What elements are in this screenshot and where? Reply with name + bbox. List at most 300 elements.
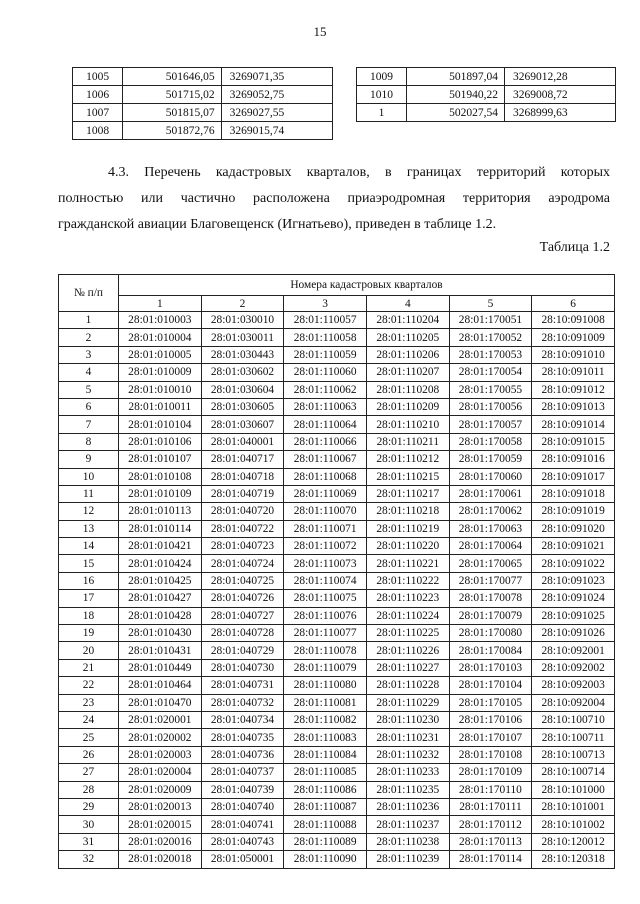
cadastral-number-cell: 28:01:110070 — [284, 503, 367, 520]
table-caption: Таблица 1.2 — [539, 240, 610, 255]
cadastral-number-cell: 28:01:110079 — [284, 659, 367, 676]
cadastral-number-cell: 28:01:010107 — [119, 451, 202, 468]
row-number-cell: 10 — [59, 468, 119, 485]
cadastral-number-cell: 28:01:170065 — [449, 555, 532, 572]
cadastral-number-cell: 28:01:110236 — [366, 798, 449, 815]
cadastral-number-cell: 28:01:110220 — [366, 538, 449, 555]
coordinates-cell: 502027,54 — [406, 104, 504, 122]
cadastral-number-cell: 28:01:110227 — [366, 659, 449, 676]
cadastral-number-cell: 28:01:110235 — [366, 781, 449, 798]
cadastral-number-cell: 28:01:020001 — [119, 711, 202, 728]
cadastral-number-cell: 28:01:110066 — [284, 433, 367, 450]
cadastral-number-cell: 28:01:110205 — [366, 329, 449, 346]
cadastral-number-cell: 28:01:110238 — [366, 833, 449, 850]
cadastral-number-cell: 28:01:170112 — [449, 816, 532, 833]
section-paragraph — [58, 160, 610, 238]
cadastral-number-cell: 28:01:020015 — [119, 816, 202, 833]
cadastral-number-cell: 28:01:170079 — [449, 607, 532, 624]
cadastral-number-cell: 28:10:091023 — [532, 572, 615, 589]
coordinates-row — [357, 68, 616, 86]
row-number-cell: 22 — [59, 677, 119, 694]
cadastral-number-cell: 28:01:040743 — [201, 833, 284, 850]
cadastral-number-cell: 28:01:040722 — [201, 520, 284, 537]
cadastral-number-cell: 28:10:120012 — [532, 833, 615, 850]
cadastral-number-cell: 28:01:040739 — [201, 781, 284, 798]
cadastral-number-cell: 28:01:170057 — [449, 416, 532, 433]
cadastral-number-cell: 28:01:010109 — [119, 485, 202, 502]
cadastral-number-cell: 28:01:110221 — [366, 555, 449, 572]
row-number-cell: 6 — [59, 398, 119, 415]
cadastral-number-cell: 28:10:092004 — [532, 694, 615, 711]
cadastral-number-cell: 28:01:170051 — [449, 312, 532, 329]
cadastral-number-cell: 28:01:040717 — [201, 451, 284, 468]
cadastral-number-cell: 28:01:110224 — [366, 607, 449, 624]
cadastral-number-cell: 28:01:110225 — [366, 625, 449, 642]
cadastral-number-cell: 28:01:010005 — [119, 346, 202, 363]
table-row — [59, 555, 615, 572]
coordinates-cell: 3269008,72 — [505, 86, 616, 104]
cadastral-number-cell: 28:10:100711 — [532, 729, 615, 746]
cadastral-number-cell: 28:01:010003 — [119, 312, 202, 329]
cadastral-number-cell: 28:01:110059 — [284, 346, 367, 363]
cadastral-number-cell: 28:01:110222 — [366, 572, 449, 589]
cadastral-number-cell: 28:01:110060 — [284, 364, 367, 381]
cadastral-number-cell: 28:01:010449 — [119, 659, 202, 676]
cadastral-number-cell: 28:01:040001 — [201, 433, 284, 450]
cadastral-number-cell: 28:10:092003 — [532, 677, 615, 694]
cadastral-number-cell: 28:10:101000 — [532, 781, 615, 798]
cadastral-number-cell: 28:01:040726 — [201, 590, 284, 607]
coordinates-cell: 3269015,74 — [221, 122, 332, 140]
cadastral-number-cell: 28:10:091022 — [532, 555, 615, 572]
coordinates-cell: 501872,76 — [123, 122, 221, 140]
cadastral-number-cell: 28:10:120318 — [532, 851, 615, 868]
row-number-cell: 24 — [59, 711, 119, 728]
row-number-cell: 16 — [59, 572, 119, 589]
cadastral-number-cell: 28:01:040735 — [201, 729, 284, 746]
cadastral-number-cell: 28:01:110239 — [366, 851, 449, 868]
cadastral-number-cell: 28:10:091009 — [532, 329, 615, 346]
row-number-cell: 9 — [59, 451, 119, 468]
cadastral-number-cell: 28:01:110076 — [284, 607, 367, 624]
row-number-cell: 17 — [59, 590, 119, 607]
cadastral-number-cell: 28:10:092002 — [532, 659, 615, 676]
row-number-cell: 27 — [59, 764, 119, 781]
cadastral-number-cell: 28:01:110083 — [284, 729, 367, 746]
cadastral-number-cell: 28:01:170109 — [449, 764, 532, 781]
table-row — [59, 694, 615, 711]
cadastral-number-cell: 28:01:110230 — [366, 711, 449, 728]
table-row — [59, 764, 615, 781]
row-number-cell: 2 — [59, 329, 119, 346]
cadastral-number-cell: 28:01:110086 — [284, 781, 367, 798]
coordinates-cell: 3268999,63 — [505, 104, 616, 122]
cadastral-number-cell: 28:01:030607 — [201, 416, 284, 433]
cadastral-number-cell: 28:10:100710 — [532, 711, 615, 728]
cadastral-number-cell: 28:01:010009 — [119, 364, 202, 381]
cadastral-number-cell: 28:01:110075 — [284, 590, 367, 607]
table-row — [59, 503, 615, 520]
coordinates-row — [357, 86, 616, 104]
cadastral-number-cell: 28:01:010114 — [119, 520, 202, 537]
cadastral-number-cell: 28:01:010424 — [119, 555, 202, 572]
cadastral-number-cell: 28:10:091019 — [532, 503, 615, 520]
cadastral-number-cell: 28:01:170078 — [449, 590, 532, 607]
cadastral-number-cell: 28:01:110085 — [284, 764, 367, 781]
cadastral-number-cell: 28:01:010004 — [119, 329, 202, 346]
table-row — [59, 398, 615, 415]
cadastral-number-cell: 28:01:110206 — [366, 346, 449, 363]
cadastral-number-cell: 28:01:110082 — [284, 711, 367, 728]
coordinates-cell: 1006 — [73, 86, 123, 104]
coordinates-row — [73, 68, 333, 86]
cadastral-number-cell: 28:01:040741 — [201, 816, 284, 833]
cadastral-number-cell: 28:01:110062 — [284, 381, 367, 398]
coordinates-row — [357, 104, 616, 122]
cadastral-number-cell: 28:01:110087 — [284, 798, 367, 815]
cadastral-number-cell: 28:01:040724 — [201, 555, 284, 572]
cadastral-number-cell: 28:01:040723 — [201, 538, 284, 555]
cadastral-number-cell: 28:01:170077 — [449, 572, 532, 589]
row-number-cell: 11 — [59, 485, 119, 502]
cadastral-number-cell: 28:01:110228 — [366, 677, 449, 694]
cadastral-number-cell: 28:01:110218 — [366, 503, 449, 520]
table-row — [59, 659, 615, 676]
column-number-header: 1 — [119, 296, 202, 312]
table-row — [59, 572, 615, 589]
cadastral-number-cell: 28:01:110219 — [366, 520, 449, 537]
cadastral-number-cell: 28:01:170055 — [449, 381, 532, 398]
cadastral-number-cell: 28:01:020018 — [119, 851, 202, 868]
table-row — [59, 677, 615, 694]
coordinates-row — [73, 104, 333, 122]
cadastral-number-cell: 28:01:110204 — [366, 312, 449, 329]
table-row — [59, 520, 615, 537]
cadastral-number-cell: 28:01:110232 — [366, 746, 449, 763]
table-row — [59, 329, 615, 346]
cadastral-number-cell: 28:01:010104 — [119, 416, 202, 433]
table-row — [59, 364, 615, 381]
cadastral-number-cell: 28:01:170052 — [449, 329, 532, 346]
row-number-cell: 26 — [59, 746, 119, 763]
cadastral-number-cell: 28:01:110067 — [284, 451, 367, 468]
cadastral-number-cell: 28:01:110233 — [366, 764, 449, 781]
column-number-header: 2 — [201, 296, 284, 312]
cadastral-number-cell: 28:01:010108 — [119, 468, 202, 485]
cadastral-number-cell: 28:01:030010 — [201, 312, 284, 329]
cadastral-number-cell: 28:10:091017 — [532, 468, 615, 485]
cadastral-number-cell: 28:01:170053 — [449, 346, 532, 363]
table-row — [59, 851, 615, 868]
cadastral-number-cell: 28:01:110064 — [284, 416, 367, 433]
coordinates-cell: 1009 — [357, 68, 407, 86]
table-row — [59, 746, 615, 763]
num-column-header: № п/п — [59, 275, 119, 312]
cadastral-number-cell: 28:01:110080 — [284, 677, 367, 694]
cadastral-number-cell: 28:01:170108 — [449, 746, 532, 763]
cadastral-number-cell: 28:01:020013 — [119, 798, 202, 815]
paragraph-line: 4.3. Перечень кадастровых кварталов, в границах территорий которых — [108, 165, 610, 180]
cadastral-number-cell: 28:01:110081 — [284, 694, 367, 711]
cadastral-number-cell: 28:10:091008 — [532, 312, 615, 329]
table-row — [59, 433, 615, 450]
cadastral-number-cell: 28:01:170107 — [449, 729, 532, 746]
cadastral-number-cell: 28:01:170060 — [449, 468, 532, 485]
cadastral-number-cell: 28:01:110068 — [284, 468, 367, 485]
cadastral-number-cell: 28:01:110212 — [366, 451, 449, 468]
column-number-header: 6 — [532, 296, 615, 312]
cadastral-number-cell: 28:01:110231 — [366, 729, 449, 746]
row-number-cell: 20 — [59, 642, 119, 659]
paragraph-line: полностью или частично расположена приаэродромная территория аэродрома — [58, 191, 610, 206]
cadastral-number-cell: 28:01:010011 — [119, 398, 202, 415]
cadastral-number-cell: 28:01:170104 — [449, 677, 532, 694]
cadastral-number-cell: 28:10:091026 — [532, 625, 615, 642]
column-number-header: 3 — [284, 296, 367, 312]
cadastral-number-cell: 28:01:170064 — [449, 538, 532, 555]
cadastral-number-cell: 28:10:091020 — [532, 520, 615, 537]
coordinates-cell: 3269027,55 — [221, 104, 332, 122]
cadastral-number-cell: 28:01:020009 — [119, 781, 202, 798]
row-number-cell: 25 — [59, 729, 119, 746]
coordinates-cell: 1 — [357, 104, 407, 122]
cadastral-number-cell: 28:01:010464 — [119, 677, 202, 694]
cadastral-number-cell: 28:01:110210 — [366, 416, 449, 433]
row-number-cell: 28 — [59, 781, 119, 798]
row-number-cell: 23 — [59, 694, 119, 711]
cadastral-number-cell: 28:10:091010 — [532, 346, 615, 363]
cadastral-number-cell: 28:10:091011 — [532, 364, 615, 381]
cadastral-number-cell: 28:01:040734 — [201, 711, 284, 728]
coordinates-table-right — [356, 67, 616, 122]
coordinates-cell: 501646,05 — [123, 68, 221, 86]
cadastral-number-cell: 28:01:040730 — [201, 659, 284, 676]
table-row — [59, 642, 615, 659]
table-row — [59, 416, 615, 433]
cadastral-number-cell: 28:01:020016 — [119, 833, 202, 850]
table-row — [59, 607, 615, 624]
cadastral-number-cell: 28:10:101001 — [532, 798, 615, 815]
cadastral-number-cell: 28:01:110217 — [366, 485, 449, 502]
cadastral-number-cell: 28:01:040729 — [201, 642, 284, 659]
cadastral-number-cell: 28:01:170110 — [449, 781, 532, 798]
table-row — [59, 468, 615, 485]
cadastral-number-cell: 28:10:091018 — [532, 485, 615, 502]
table-row — [59, 590, 615, 607]
row-number-cell: 1 — [59, 312, 119, 329]
cadastral-number-cell: 28:01:110074 — [284, 572, 367, 589]
coordinates-table-left — [72, 67, 333, 140]
row-number-cell: 13 — [59, 520, 119, 537]
cadastral-number-cell: 28:10:101002 — [532, 816, 615, 833]
cadastral-number-cell: 28:01:050001 — [201, 851, 284, 868]
cadastral-number-cell: 28:01:110226 — [366, 642, 449, 659]
cadastral-number-cell: 28:10:100714 — [532, 764, 615, 781]
cadastral-number-cell: 28:01:110223 — [366, 590, 449, 607]
cadastral-number-cell: 28:10:091021 — [532, 538, 615, 555]
cadastral-number-cell: 28:10:100713 — [532, 746, 615, 763]
cadastral-number-cell: 28:10:091025 — [532, 607, 615, 624]
cadastral-number-cell: 28:01:110063 — [284, 398, 367, 415]
group-column-header: Номера кадастровых кварталов — [119, 275, 615, 296]
cadastral-number-cell: 28:01:040736 — [201, 746, 284, 763]
cadastral-number-cell: 28:01:170062 — [449, 503, 532, 520]
row-number-cell: 7 — [59, 416, 119, 433]
cadastral-number-cell: 28:01:170103 — [449, 659, 532, 676]
cadastral-number-cell: 28:10:091016 — [532, 451, 615, 468]
coordinates-cell: 1007 — [73, 104, 123, 122]
cadastral-number-cell: 28:01:110215 — [366, 468, 449, 485]
cadastral-number-cell: 28:01:170080 — [449, 625, 532, 642]
cadastral-number-cell: 28:01:010431 — [119, 642, 202, 659]
coordinates-cell: 3269071,35 — [221, 68, 332, 86]
cadastral-number-cell: 28:01:020003 — [119, 746, 202, 763]
coordinates-cell: 501940,22 — [406, 86, 504, 104]
table-row — [59, 781, 615, 798]
row-number-cell: 12 — [59, 503, 119, 520]
column-number-header: 4 — [366, 296, 449, 312]
cadastral-number-cell: 28:01:020004 — [119, 764, 202, 781]
cadastral-number-cell: 28:01:110071 — [284, 520, 367, 537]
table-row — [59, 711, 615, 728]
cadastral-number-cell: 28:01:040718 — [201, 468, 284, 485]
cadastral-number-cell: 28:01:170113 — [449, 833, 532, 850]
cadastral-number-cell: 28:01:110088 — [284, 816, 367, 833]
cadastral-number-cell: 28:01:110069 — [284, 485, 367, 502]
cadastral-number-cell: 28:01:010421 — [119, 538, 202, 555]
cadastral-number-cell: 28:01:110084 — [284, 746, 367, 763]
cadastral-number-cell: 28:01:010113 — [119, 503, 202, 520]
cadastral-number-cell: 28:01:110207 — [366, 364, 449, 381]
cadastral-number-cell: 28:01:010425 — [119, 572, 202, 589]
coordinates-cell: 501715,02 — [123, 86, 221, 104]
row-number-cell: 32 — [59, 851, 119, 868]
table-row — [59, 625, 615, 642]
cadastral-number-cell: 28:10:091012 — [532, 381, 615, 398]
cadastral-number-cell: 28:01:030604 — [201, 381, 284, 398]
cadastral-number-cell: 28:01:040725 — [201, 572, 284, 589]
row-number-cell: 21 — [59, 659, 119, 676]
cadastral-number-cell: 28:01:170106 — [449, 711, 532, 728]
table-row — [59, 538, 615, 555]
cadastral-number-cell: 28:01:170084 — [449, 642, 532, 659]
row-number-cell: 29 — [59, 798, 119, 815]
cadastral-number-cell: 28:01:010470 — [119, 694, 202, 711]
cadastral-number-cell: 28:01:040740 — [201, 798, 284, 815]
cadastral-number-cell: 28:01:040737 — [201, 764, 284, 781]
cadastral-number-cell: 28:01:110211 — [366, 433, 449, 450]
cadastral-number-cell: 28:01:170059 — [449, 451, 532, 468]
table-row — [59, 833, 615, 850]
coordinates-cell: 501815,07 — [123, 104, 221, 122]
coordinates-cell: 1008 — [73, 122, 123, 140]
cadastral-number-cell: 28:01:110208 — [366, 381, 449, 398]
cadastral-number-cell: 28:01:020002 — [119, 729, 202, 746]
coordinates-cell: 3269052,75 — [221, 86, 332, 104]
cadastral-number-cell: 28:01:110073 — [284, 555, 367, 572]
row-number-cell: 5 — [59, 381, 119, 398]
cadastral-number-cell: 28:01:040731 — [201, 677, 284, 694]
cadastral-number-cell: 28:10:092001 — [532, 642, 615, 659]
cadastral-number-cell: 28:01:040732 — [201, 694, 284, 711]
table-row — [59, 451, 615, 468]
cadastral-number-cell: 28:01:040728 — [201, 625, 284, 642]
table-row — [59, 381, 615, 398]
cadastral-number-cell: 28:01:170063 — [449, 520, 532, 537]
cadastral-number-cell: 28:01:010427 — [119, 590, 202, 607]
coordinates-row — [73, 86, 333, 104]
cadastral-number-cell: 28:01:040727 — [201, 607, 284, 624]
cadastral-quarters-table — [58, 274, 615, 869]
cadastral-number-cell: 28:01:170114 — [449, 851, 532, 868]
cadastral-number-cell: 28:01:170054 — [449, 364, 532, 381]
cadastral-number-cell: 28:01:010428 — [119, 607, 202, 624]
cadastral-number-cell: 28:01:040719 — [201, 485, 284, 502]
row-number-cell: 15 — [59, 555, 119, 572]
row-number-cell: 3 — [59, 346, 119, 363]
cadastral-number-cell: 28:01:010010 — [119, 381, 202, 398]
row-number-cell: 18 — [59, 607, 119, 624]
column-number-header: 5 — [449, 296, 532, 312]
table-row — [59, 816, 615, 833]
cadastral-number-cell: 28:01:110057 — [284, 312, 367, 329]
cadastral-number-cell: 28:01:030605 — [201, 398, 284, 415]
coordinates-cell: 501897,04 — [406, 68, 504, 86]
cadastral-number-cell: 28:01:110058 — [284, 329, 367, 346]
row-number-cell: 14 — [59, 538, 119, 555]
cadastral-number-cell: 28:01:110209 — [366, 398, 449, 415]
cadastral-number-cell: 28:01:030443 — [201, 346, 284, 363]
cadastral-number-cell: 28:01:170111 — [449, 798, 532, 815]
cadastral-number-cell: 28:01:170061 — [449, 485, 532, 502]
coordinates-row — [73, 122, 333, 140]
table-row — [59, 312, 615, 329]
page-number: 15 — [313, 24, 327, 39]
cadastral-number-cell: 28:01:110089 — [284, 833, 367, 850]
cadastral-number-cell: 28:01:110237 — [366, 816, 449, 833]
table-row — [59, 798, 615, 815]
cadastral-number-cell: 28:01:030011 — [201, 329, 284, 346]
table-row — [59, 346, 615, 363]
coordinates-cell: 1005 — [73, 68, 123, 86]
cadastral-number-cell: 28:01:170056 — [449, 398, 532, 415]
cadastral-number-cell: 28:10:091014 — [532, 416, 615, 433]
cadastral-number-cell: 28:10:091013 — [532, 398, 615, 415]
paragraph-line: гражданской авиации Благовещенск (Игнатьево), приведен в таблице 1.2. — [58, 217, 497, 232]
cadastral-number-cell: 28:10:091024 — [532, 590, 615, 607]
cadastral-number-cell: 28:01:010430 — [119, 625, 202, 642]
cadastral-number-cell: 28:01:110077 — [284, 625, 367, 642]
table-row — [59, 729, 615, 746]
cadastral-number-cell: 28:01:040720 — [201, 503, 284, 520]
row-number-cell: 4 — [59, 364, 119, 381]
cadastral-number-cell: 28:01:170058 — [449, 433, 532, 450]
cadastral-number-cell: 28:01:030602 — [201, 364, 284, 381]
cadastral-number-cell: 28:01:110078 — [284, 642, 367, 659]
cadastral-number-cell: 28:01:110229 — [366, 694, 449, 711]
row-number-cell: 19 — [59, 625, 119, 642]
cadastral-number-cell: 28:01:110090 — [284, 851, 367, 868]
cadastral-number-cell: 28:01:010106 — [119, 433, 202, 450]
cadastral-number-cell: 28:01:170105 — [449, 694, 532, 711]
row-number-cell: 8 — [59, 433, 119, 450]
cadastral-number-cell: 28:10:091015 — [532, 433, 615, 450]
coordinates-cell: 3269012,28 — [505, 68, 616, 86]
table-row — [59, 485, 615, 502]
coordinates-cell: 1010 — [357, 86, 407, 104]
row-number-cell: 31 — [59, 833, 119, 850]
cadastral-number-cell: 28:01:110072 — [284, 538, 367, 555]
